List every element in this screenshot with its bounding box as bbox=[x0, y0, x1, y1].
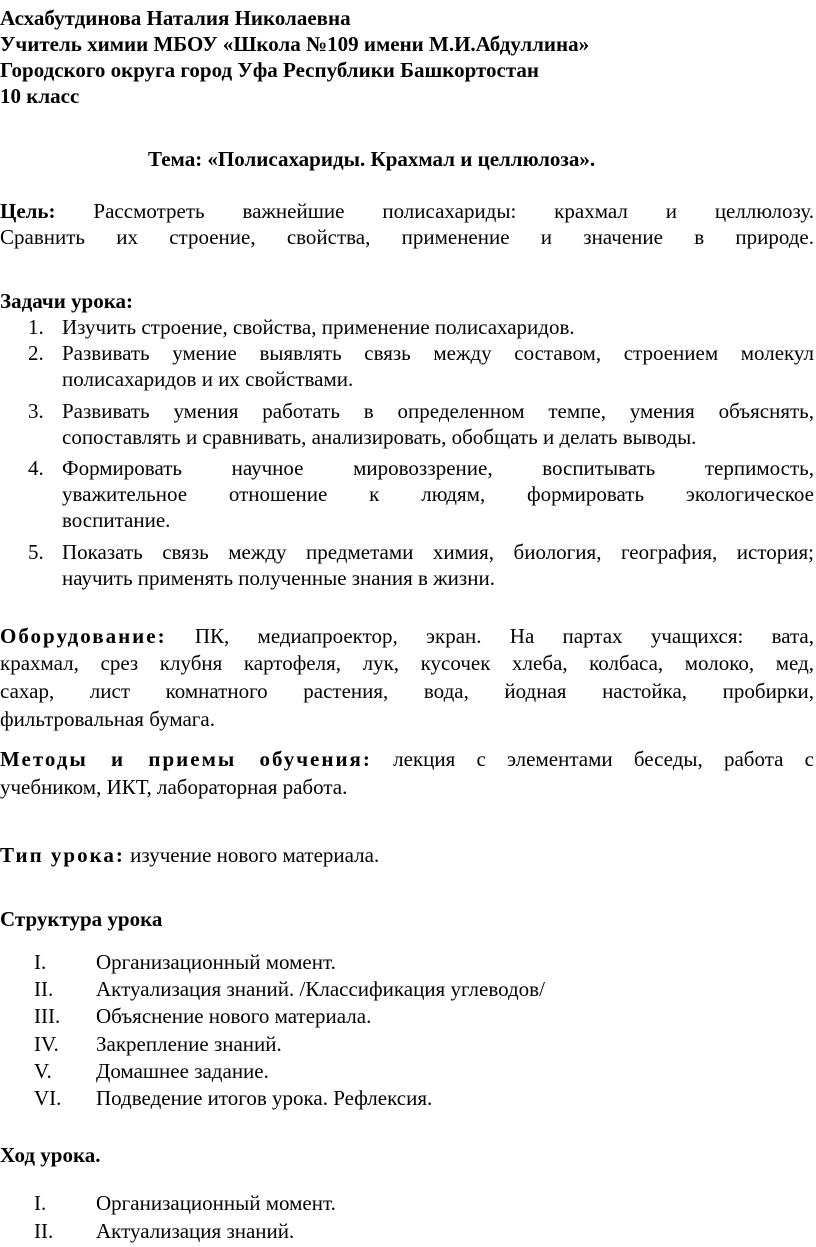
equipment-line-3: сахар, лист комнатного растения, вода, йодная настойка, пробирки, bbox=[0, 679, 814, 703]
tasks-heading: Задачи урока: bbox=[0, 289, 134, 313]
equipment-line-1: Оборудование: ПК, медиапроектор, экран. На партах учащихся: вата, bbox=[0, 624, 814, 648]
author-name: Асхабутдинова Наталия Николаевна bbox=[0, 6, 351, 30]
equipment-label: Оборудование: bbox=[0, 624, 167, 648]
goal-text-2: Сравнить их строение, свойства, применение и значение в природе. bbox=[0, 225, 814, 249]
goal-line-2 bbox=[0, 224, 814, 250]
author-region: Городского округа город Уфа Республики Башкортостан bbox=[0, 58, 540, 82]
lesson-topic: Тема: «Полисахариды. Крахмал и целлюлоза». bbox=[148, 147, 596, 171]
lesson-type bbox=[0, 842, 379, 868]
methods-label: Методы и приемы обучения: bbox=[0, 747, 372, 771]
lesson-type-text: изучение нового материала. bbox=[130, 843, 380, 867]
goal-line-1 bbox=[0, 198, 814, 224]
author-position: Учитель химии МБОУ «Школа №109 имени М.И.Абдуллина» bbox=[0, 32, 590, 56]
goal-label: Цель: bbox=[0, 199, 56, 223]
methods-line-2: учебником, ИКТ, лабораторная работа. bbox=[0, 775, 348, 799]
goal-text-1: Рассмотреть важнейшие полисахариды: крахмал и целлюлозу. bbox=[93, 199, 814, 223]
equipment-line-4: фильтровальная бумага. bbox=[0, 707, 215, 731]
grade: 10 класс bbox=[0, 84, 80, 108]
structure-heading: Структура урока bbox=[0, 907, 163, 931]
progress-heading: Ход урока. bbox=[0, 1143, 101, 1167]
equipment-line-2: крахмал, срез клубня картофеля, лук, кусочек хлеба, колбаса, молоко, мед, bbox=[0, 651, 814, 675]
methods-line-1: Методы и приемы обучения: лекция с элементами беседы, работа с bbox=[0, 747, 815, 771]
lesson-type-label: Тип урока: bbox=[0, 843, 125, 867]
